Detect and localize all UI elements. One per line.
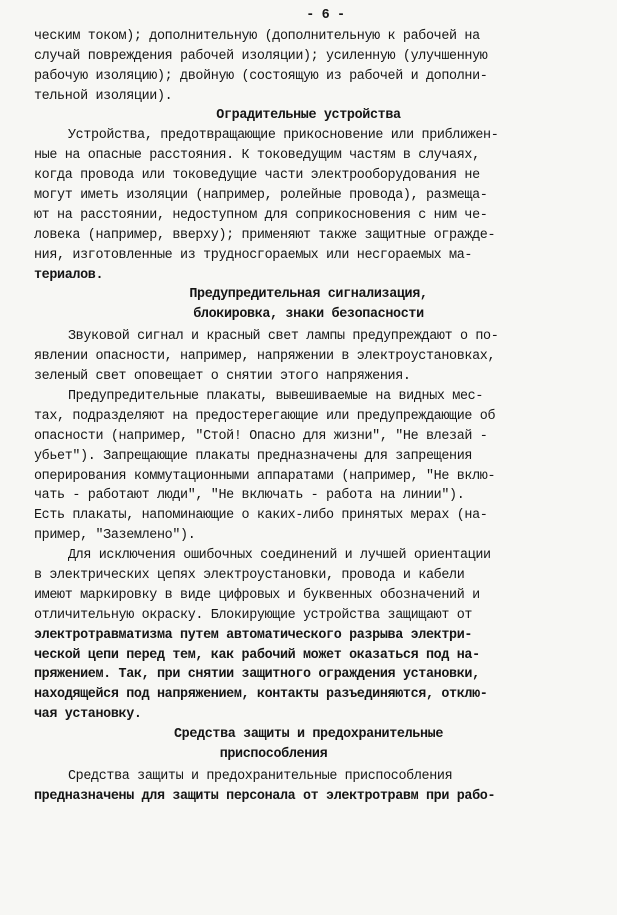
text-line: явлении опасности, например, напряжении в электроустановках, bbox=[34, 349, 496, 365]
text-line: случай повреждения рабочей изоляции); усиленную (улучшенную bbox=[34, 48, 488, 64]
section-heading-signaling-line2: блокировка, знаки безопасности bbox=[193, 307, 424, 323]
text-line: чать - работают люди", "Не включать - работа на линии"). bbox=[34, 488, 465, 504]
text-line: териалов. bbox=[34, 267, 104, 283]
text-line: отличительную окраску. Блокирующие устройства защищают от bbox=[34, 607, 473, 623]
text-line: имеют маркировку в виде цифровых и буквенных обозначений и bbox=[34, 587, 480, 603]
text-line: Для исключения ошибочных соединений и лучшей ориентации bbox=[68, 548, 491, 564]
section-heading-protection-line2: приспособления bbox=[219, 746, 328, 762]
text-line: ют на расстоянии, недоступном для соприкосновения с ним че- bbox=[34, 207, 488, 223]
text-line: ческим током); дополнительную (дополнительную к рабочей на bbox=[34, 28, 480, 44]
text-line: рабочую изоляцию); двойную (состоящую из рабочей и дополни- bbox=[34, 68, 488, 84]
text-line: зеленый свет оповещает о снятии этого напряжения. bbox=[34, 369, 411, 385]
text-line: когда провода или токоведущие части электрооборудования не bbox=[34, 168, 480, 184]
section-heading-barriers: Оградительные устройства bbox=[216, 108, 401, 124]
text-line: тельной изоляции). bbox=[34, 88, 173, 104]
text-line: оперирования коммутационными аппаратами (например, "Не вклю- bbox=[34, 468, 496, 484]
text-line: могут иметь изоляции (например, ролейные провода), размеща- bbox=[34, 188, 488, 204]
text-line: Средства защиты и предохранительные приспособления bbox=[68, 768, 453, 784]
barriers-paragraph bbox=[34, 126, 583, 285]
section-heading-protection-line1: Средства защиты и предохранительные bbox=[174, 727, 443, 743]
text-line: убьет"). Запрещающие плакаты предназначены для запрещения bbox=[34, 448, 473, 464]
text-line: ные на опасные расстояния. К токоведущим частям в случаях, bbox=[34, 148, 480, 164]
text-line: находящейся под напряжением, контакты разъединяются, отклю- bbox=[34, 687, 488, 703]
signals-paragraph bbox=[34, 327, 583, 387]
text-line: пример, "Заземлено"). bbox=[34, 528, 196, 544]
protection-paragraph bbox=[34, 767, 583, 807]
text-line: опасности (например, "Стой! Опасно для жизни", "Не влезай - bbox=[34, 428, 488, 444]
text-line: ловека (например, вверху); применяют также защитные огражде- bbox=[34, 227, 496, 243]
text-line: электротравматизма путем автоматического разрыва электри- bbox=[34, 627, 473, 643]
intro-paragraph bbox=[34, 27, 583, 107]
posters-paragraph bbox=[34, 387, 583, 546]
text-line: ческой цепи перед тем, как рабочий может оказаться под на- bbox=[34, 647, 480, 663]
text-line: в электрических цепях электроустановки, провода и кабели bbox=[34, 567, 465, 583]
section-heading-signaling-line1: Предупредительная сигнализация, bbox=[189, 287, 428, 303]
page-number: - 6 - bbox=[306, 8, 345, 23]
text-line: Устройства, предотвращающие прикосновение или приближен- bbox=[68, 128, 499, 144]
text-line: предназначены для защиты персонала от электротравм при рабо- bbox=[34, 788, 496, 804]
marking-paragraph bbox=[34, 546, 583, 725]
text-line: Предупредительные плакаты, вывешиваемые на видных мес- bbox=[68, 388, 484, 404]
text-line: Звуковой сигнал и красный свет лампы предупреждают о по- bbox=[68, 329, 499, 345]
text-line: пряжением. Так, при снятии защитного ограждения установки, bbox=[34, 667, 480, 683]
text-line: тах, подразделяют на предостерегающие или предупреждающие об bbox=[34, 408, 496, 424]
text-line: Есть плакаты, напоминающие о каких-либо принятых мерах (на- bbox=[34, 508, 488, 524]
text-line: ния, изготовленные из трудносгораемых или несгораемых ма- bbox=[34, 247, 473, 263]
text-line: чая установку. bbox=[34, 707, 142, 723]
